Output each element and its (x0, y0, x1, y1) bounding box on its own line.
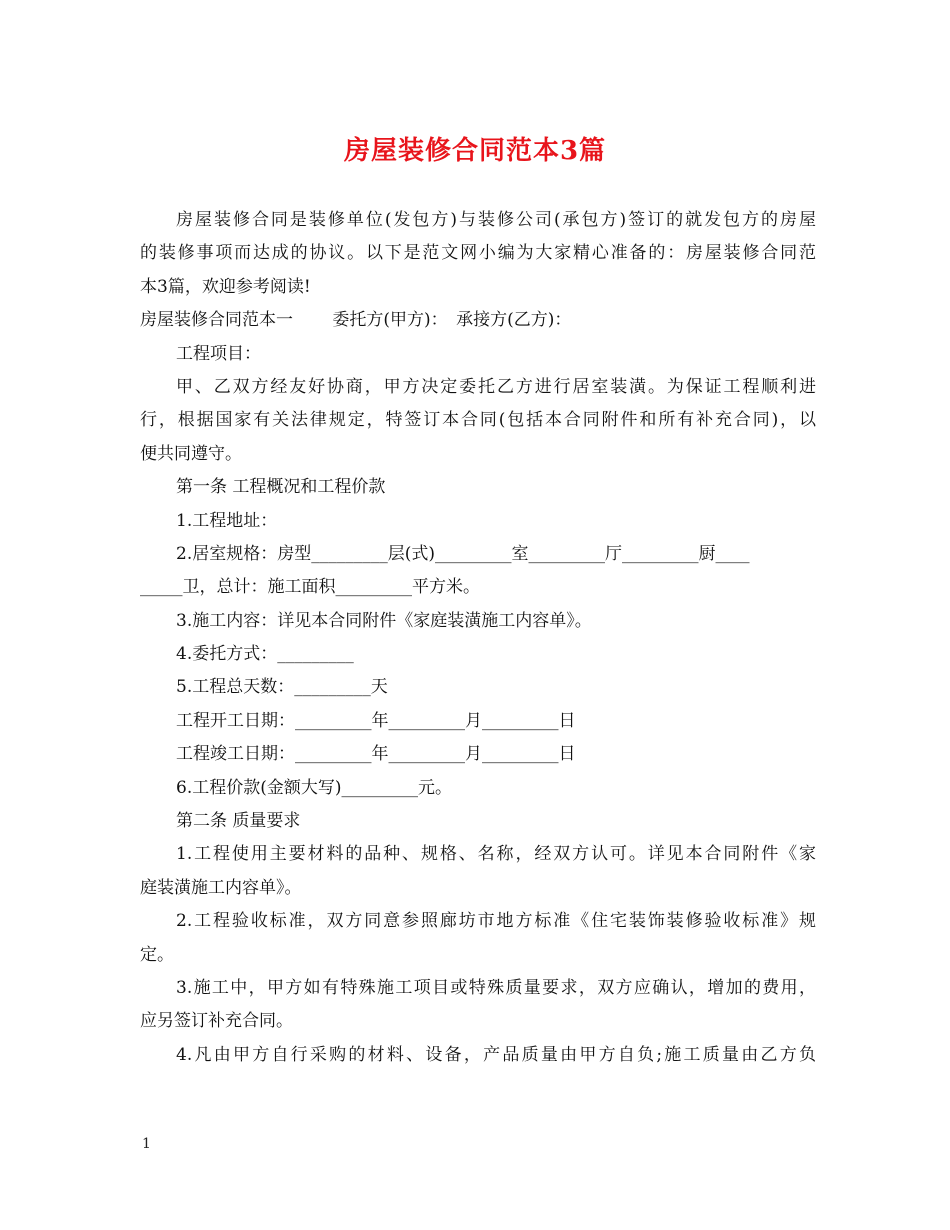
paragraph-line: 6.工程价款(金额大写)_________元。 (176, 777, 452, 798)
section-heading: 第二条 质量要求 (176, 811, 301, 832)
section-heading: 第一条 工程概况和工程价款 (176, 477, 386, 498)
paragraph-line: 房屋装修合同是装修单位(发包方)与装修公司(承包方)签订的就发包方的房屋 (176, 210, 816, 230)
contract-header-line: 房屋装修合同范本一 委托方(甲方)： 承接方(乙方)： (140, 310, 572, 331)
paragraph-line: 工程开工日期：_________年_________月_________日 (176, 710, 576, 731)
paragraph-line: 4.凡由甲方自行采购的材料、设备，产品质量由甲方自负;施工质量由乙方负 (176, 1044, 816, 1065)
paragraph-line: 甲、乙双方经友好协商，甲方决定委托乙方进行居室装潢。为保证工程顺利进 (176, 376, 816, 397)
page-number: 1 (142, 1136, 151, 1152)
document-title: 房屋装修合同范本3篇 (343, 136, 607, 166)
document-body (140, 204, 816, 1072)
paragraph-line: 定。 (140, 944, 174, 965)
paragraph-line: 3.施工内容：详见本合同附件《家庭装潢施工内容单》。 (176, 610, 592, 631)
paragraph-line: 2.工程验收标准，双方同意参照廊坊市地方标准《住宅装饰装修验收标准》规 (176, 911, 816, 932)
paragraph-line: 的装修事项而达成的协议。以下是范文网小编为大家精心准备的：房屋装修合同范 (140, 243, 816, 264)
paragraph-line: 行，根据国家有关法律规定，特签订本合同(包括本合同附件和所有补充合同)，以 (140, 410, 816, 431)
paragraph-line: 2.居室规格：房型_________层(式)_________室_________厅_________厨____ (176, 543, 750, 564)
paragraph-line: 4.委托方式：_________ (176, 644, 354, 665)
paragraph-line: 工程竣工日期：_________年_________月_________日 (176, 744, 576, 765)
paragraph-line: 3.施工中，甲方如有特殊施工项目或特殊质量要求，双方应确认，增加的费用， (176, 977, 816, 998)
paragraph-line: 工程项目： (176, 343, 261, 364)
paragraph-line: 便共同遵守。 (140, 443, 242, 464)
paragraph-line: 1.工程使用主要材料的品种、规格、名称，经双方认可。详见本合同附件《家 (176, 844, 816, 865)
paragraph-line: 1.工程地址： (176, 510, 278, 531)
paragraph-line: 应另签订补充合同。 (140, 1011, 293, 1032)
paragraph-line: _____卫，总计：施工面积_________平方米。 (140, 577, 480, 598)
paragraph-line: 庭装潢施工内容单》。 (140, 877, 302, 898)
paragraph-line: 本3篇，欢迎参考阅读! (140, 276, 311, 297)
paragraph-line: 5.工程总天数：_________天 (176, 677, 388, 698)
